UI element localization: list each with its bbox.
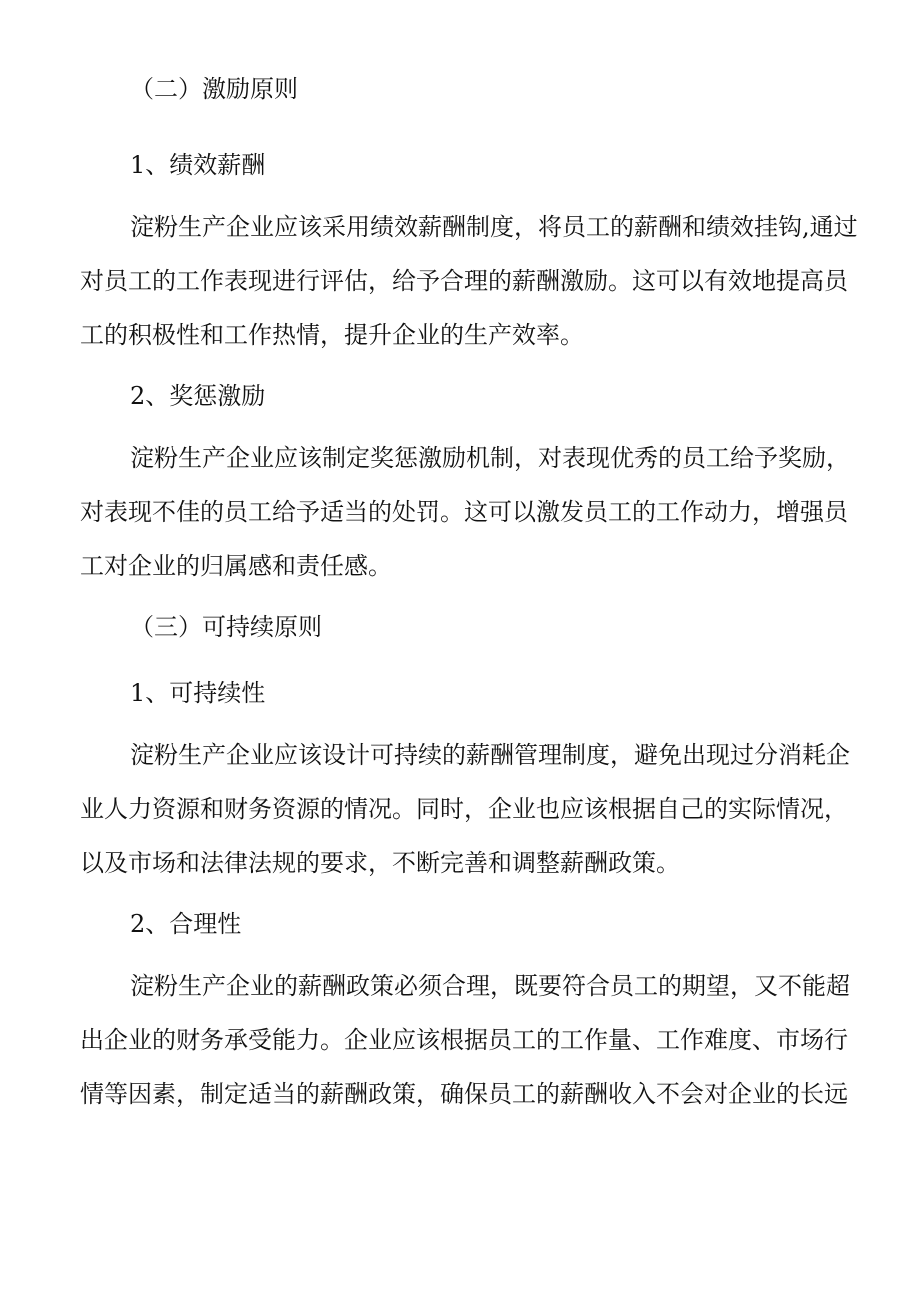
- paragraph-line: 业人力资源和财务资源的情况。同时，企业也应该根据自己的实际情况，: [80, 795, 848, 823]
- paragraph-line: 以及市场和法律法规的要求，不断完善和调整薪酬政策。: [80, 849, 680, 877]
- paragraph-line: 淀粉生产企业应该设计可持续的薪酬管理制度，避免出现过分消耗企: [130, 741, 850, 769]
- section-heading-incentive: （二）激励原则: [130, 75, 298, 103]
- paragraph-line: 淀粉生产企业应该采用绩效薪酬制度，将员工的薪酬和绩效挂钩,通过: [130, 213, 858, 241]
- paragraph-line: 工对企业的归属感和责任感。: [80, 552, 392, 580]
- paragraph-line: 淀粉生产企业的薪酬政策必须合理，既要符合员工的期望，又不能超: [130, 972, 850, 1000]
- section-heading-sustainability: （三）可持续原则: [130, 613, 322, 641]
- subheading-reward-punishment: 2、奖惩激励: [130, 382, 266, 410]
- paragraph-line: 工的积极性和工作热情，提升企业的生产效率。: [80, 321, 584, 349]
- paragraph-line: 对员工的工作表现进行评估，给予合理的薪酬激励。这可以有效地提高员: [80, 267, 848, 295]
- paragraph-line: 出企业的财务承受能力。企业应该根据员工的工作量、工作难度、市场行: [80, 1026, 848, 1054]
- subheading-reasonableness: 2、合理性: [130, 910, 242, 938]
- subheading-performance-pay: 1、绩效薪酬: [130, 151, 266, 179]
- paragraph-line: 对表现不佳的员工给予适当的处罚。这可以激发员工的工作动力，增强员: [80, 498, 848, 526]
- subheading-sustainability: 1、可持续性: [130, 679, 266, 707]
- paragraph-line: 情等因素，制定适当的薪酬政策，确保员工的薪酬收入不会对企业的长远: [80, 1080, 848, 1108]
- paragraph-line: 淀粉生产企业应该制定奖惩激励机制，对表现优秀的员工给予奖励，: [130, 444, 850, 472]
